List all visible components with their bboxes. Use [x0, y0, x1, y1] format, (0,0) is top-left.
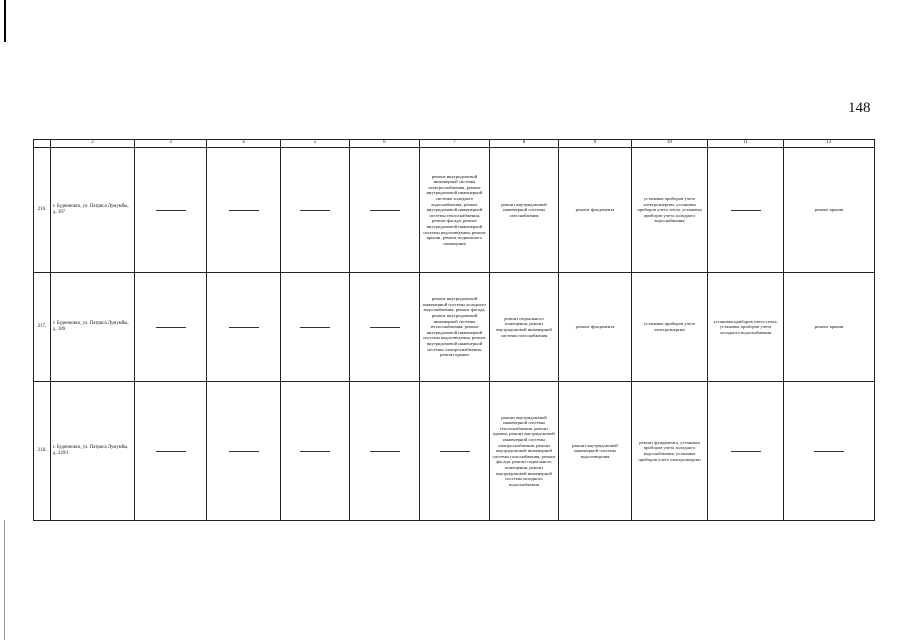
empty-cell-dash [350, 273, 420, 382]
address-cell: г. Буденновск, ул. Патриса Лумумбы, д. 220/1 [51, 382, 135, 521]
empty-cell-dash [135, 148, 207, 273]
empty-cell-dash [207, 148, 281, 273]
dash-mark [370, 210, 400, 211]
left-margin-rule [4, 0, 6, 42]
dash-mark [731, 210, 761, 211]
dash-mark [229, 451, 259, 452]
empty-cell-dash [784, 382, 875, 521]
work-cell-col12: ремонт крыши [784, 273, 875, 382]
empty-cell-dash [135, 382, 207, 521]
col-header-10: 10 [632, 140, 708, 148]
dash-mark [370, 327, 400, 328]
col-header-2: 2 [51, 140, 135, 148]
work-cell-col11: установка приборов учета тепла, установка приборов учета холодного водоснабжения [708, 273, 784, 382]
col-header-6: 6 [350, 140, 420, 148]
repair-schedule-table [33, 139, 875, 521]
work-cell-col10: ремонт фундамента, установка приборов учета холодного водоснабжения, установка приборов учета электроэнергии [632, 382, 708, 521]
work-cell-col8: ремонт внутридомовой инженерной системы теплоснабжения, ремонт крыши, ремонт внутридомовой инженерной системы электроснабжения, ремонт внутридомовой инженерной системы газоснабжения, ремонт фасада, ремонт подвального помещения, ремонт внутридомовой инженерной системы холодного водоснабжения [490, 382, 559, 521]
page-number: 148 [848, 100, 871, 116]
col-header-12: 12 [784, 140, 875, 148]
work-cell-col7: ремонт внутридомовой инженерной системы холодного водоснабжения, ремонт фасада, ремонт внутридомовой инженерной системы теплоснабжения, ремонт внутридомовой инженерной системы водоотведения, ремонт внутридомовой инженерной системы электроснабжения, ремонт крыши [420, 273, 490, 382]
empty-cell-dash [207, 382, 281, 521]
empty-cell-dash [281, 382, 350, 521]
row-number: 217. [34, 273, 51, 382]
empty-cell-dash [708, 382, 784, 521]
col-header-8: 8 [490, 140, 559, 148]
address-cell: г. Буденновск, ул. Патриса Лумумбы, д. 187 [51, 148, 135, 273]
empty-cell-dash [420, 382, 490, 521]
dash-mark [229, 327, 259, 328]
work-cell-col9: ремонт фундамента [559, 148, 632, 273]
column-number-row [34, 140, 875, 148]
col-header-9: 9 [559, 140, 632, 148]
dash-mark [156, 451, 186, 452]
empty-cell-dash [207, 273, 281, 382]
dash-mark [814, 451, 844, 452]
dash-mark [300, 210, 330, 211]
work-cell-col8: ремонт внутридомовой инженерной системы газоснабжения [490, 148, 559, 273]
work-cell-col10: установка приборов учета электроэнергии, установка приборов учета тепла, установка приборов учета холодного водоснабжения [632, 148, 708, 273]
left-margin-rule-lower [4, 520, 5, 640]
dash-mark [300, 327, 330, 328]
work-cell-col9: ремонт фундамента [559, 273, 632, 382]
row-number: 216. [34, 148, 51, 273]
work-cell-col10: установка приборов учета электроэнергии [632, 273, 708, 382]
col-header-3: 3 [135, 140, 207, 148]
work-cell-col8: ремонт подвального помещения, ремонт внутридомовой инженерной системы газоснабжения [490, 273, 559, 382]
empty-cell-dash [281, 148, 350, 273]
dash-mark [370, 451, 400, 452]
empty-cell-dash [708, 148, 784, 273]
dash-mark [156, 210, 186, 211]
table-row [34, 382, 875, 521]
empty-cell-dash [281, 273, 350, 382]
col-header-5: 5 [281, 140, 350, 148]
address-cell: г. Буденновск, ул. Патриса Лумумбы, д. 189 [51, 273, 135, 382]
dash-mark [731, 451, 761, 452]
dash-mark [300, 451, 330, 452]
dash-mark [229, 210, 259, 211]
col-header-11: 11 [708, 140, 784, 148]
table-row [34, 273, 875, 382]
empty-cell-dash [350, 148, 420, 273]
empty-cell-dash [350, 382, 420, 521]
empty-cell-dash [135, 273, 207, 382]
row-number: 218. [34, 382, 51, 521]
col-header-7: 7 [420, 140, 490, 148]
col-header-4: 4 [207, 140, 281, 148]
dash-mark [440, 451, 470, 452]
work-cell-col12: ремонт крыши [784, 148, 875, 273]
dash-mark [156, 327, 186, 328]
work-cell-col9: ремонт внутридомовой инженерной системы водоотведения [559, 382, 632, 521]
work-cell-col7: ремонт внутридомовой инженерной системы электроснабжения, ремонт внутридомовой инженерной системы холодного водоснабжения, ремонт внутридомовой инженерной системы теплоснабжения, ремонт фасада, ремонт внутридомовой инженерной системы водоотведения, ремонт крыши, ремонт подвального помещения [420, 148, 490, 273]
table-row [34, 148, 875, 273]
col-header-1 [34, 140, 51, 148]
